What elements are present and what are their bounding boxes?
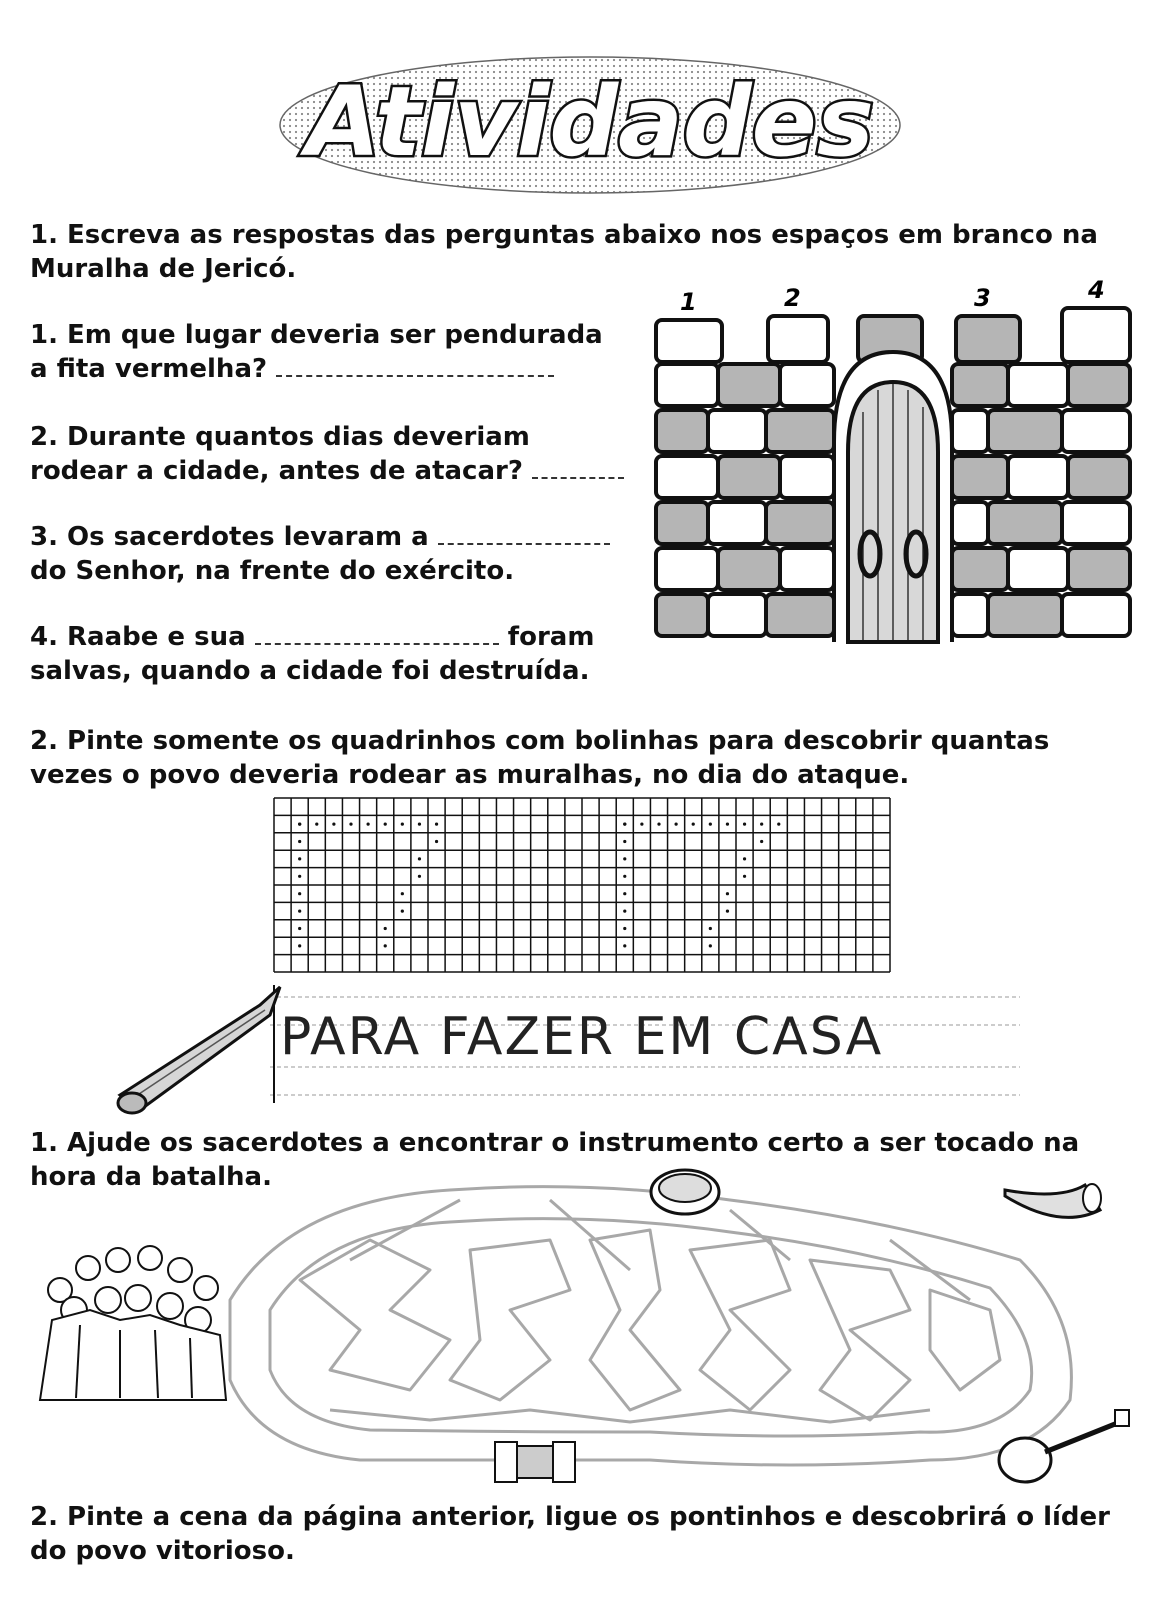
grid-dot (384, 944, 387, 947)
answer-blank-3[interactable] (438, 521, 610, 545)
accordion-icon (495, 1442, 575, 1482)
guitar-icon (999, 1410, 1129, 1482)
wall-brick (708, 502, 766, 544)
answer-blank-4[interactable] (255, 621, 499, 645)
grid-dot (623, 892, 626, 895)
question-2-line2: rodear a cidade, antes de atacar? (30, 456, 523, 486)
wall-brick (952, 548, 1008, 590)
tambourine-icon (651, 1170, 719, 1214)
grid-dot (623, 840, 626, 843)
wall-brick (718, 456, 780, 498)
grid-dot (298, 875, 301, 878)
wall-brick (780, 456, 834, 498)
question-1-line2: a fita vermelha? (30, 354, 268, 384)
grid-dot (384, 823, 387, 826)
wall-brick (952, 456, 1008, 498)
grid-dot (623, 927, 626, 930)
grid-dot (435, 840, 438, 843)
wall-brick (952, 364, 1008, 406)
wall-brick (766, 410, 834, 452)
grid-dot (743, 875, 746, 878)
wall-brick (780, 364, 834, 406)
wall-brick (952, 594, 988, 636)
home-banner (110, 985, 1030, 1125)
wall-brick (1062, 308, 1130, 362)
question-1-line1: 1. Em que lugar deveria ser pendurada (30, 320, 603, 350)
home-task-1: 1. Ajude os sacerdotes a encontrar o instrumento certo a ser tocado na hora da batalha. (30, 1128, 1080, 1192)
grid-dot (726, 823, 729, 826)
grid-dot (726, 892, 729, 895)
question-3 (30, 520, 640, 588)
wall-brick (656, 548, 718, 590)
wall-brick (1068, 548, 1130, 590)
wall-brick (768, 316, 828, 362)
jericho-wall (648, 272, 1138, 652)
grid-dot (760, 840, 763, 843)
wall-brick (952, 410, 988, 452)
wall-brick (656, 410, 708, 452)
grid-dot (298, 840, 301, 843)
grid-dot (692, 823, 695, 826)
grid-dot (777, 823, 780, 826)
wall-number-4: 4 (1088, 276, 1105, 304)
grid-dot (315, 823, 318, 826)
home-section-title: PARA FAZER EM CASA (280, 1007, 884, 1067)
horn-icon (1005, 1184, 1101, 1217)
wall-brick (1068, 456, 1130, 498)
grid-dot (298, 892, 301, 895)
grid-dot (623, 910, 626, 913)
priests-group-icon (40, 1246, 226, 1400)
wall-brick (952, 502, 988, 544)
wall-brick (956, 316, 1020, 362)
grid-dot (298, 944, 301, 947)
maze-drawing[interactable] (30, 1160, 1150, 1500)
wall-drawing (648, 272, 1138, 652)
home-task-2: 2. Pinte a cena da página anterior, ligue os pontinhos e descobrirá o líder do povo vitorioso. (30, 1502, 1111, 1566)
page-title: Atividades (306, 66, 874, 178)
wall-brick (1062, 410, 1130, 452)
grid-dot (298, 857, 301, 860)
maze-area (30, 1160, 1150, 1500)
title-ellipse (270, 40, 910, 200)
wall-brick (766, 594, 834, 636)
wall-brick (1008, 456, 1068, 498)
wall-brick (718, 548, 780, 590)
question-4-line1a: 4. Raabe e sua (30, 622, 246, 652)
grid-dot (418, 857, 421, 860)
grid-dot (332, 823, 335, 826)
grid-dot (418, 875, 421, 878)
answer-blank-1[interactable] (276, 353, 554, 377)
grid-dot (384, 927, 387, 930)
question-4-line2: salvas, quando a cidade foi destruída. (30, 656, 590, 686)
wall-brick (988, 410, 1062, 452)
grid-dot (401, 892, 404, 895)
wall-number-1: 1 (680, 288, 697, 316)
question-2-line1: 2. Durante quantos dias deveriam (30, 422, 530, 452)
pencil-icon (118, 987, 280, 1113)
activity2-instruction: 2. Pinte somente os quadrinhos com bolinhas para descobrir quantas vezes o povo deveria rodear as muralhas, no dia do ataque. (30, 726, 1050, 790)
wall-number-2: 2 (784, 284, 801, 312)
wall-brick (766, 502, 834, 544)
grid-dot (401, 910, 404, 913)
grid-dot (709, 927, 712, 930)
grid-dot (349, 823, 352, 826)
wall-brick (780, 548, 834, 590)
grid-dot (623, 875, 626, 878)
grid-dot (743, 857, 746, 860)
wall-brick (1068, 364, 1130, 406)
grid-dot (298, 823, 301, 826)
question-4 (30, 620, 640, 688)
wall-brick (656, 320, 722, 362)
dot-grid-drawing[interactable] (272, 796, 892, 974)
question-3-line1: 3. Os sacerdotes levaram a (30, 522, 429, 552)
wall-brick (656, 456, 718, 498)
grid-dot (709, 944, 712, 947)
wall-brick (1008, 364, 1068, 406)
wall-brick (1062, 502, 1130, 544)
grid-dot (298, 927, 301, 930)
grid-dot (743, 823, 746, 826)
answer-blank-2[interactable] (532, 455, 624, 479)
grid-dot (401, 823, 404, 826)
question-2 (30, 420, 640, 488)
wall-brick (1062, 594, 1130, 636)
maze-paths (230, 1187, 1071, 1465)
grid-dot (623, 857, 626, 860)
grid-dot (418, 823, 421, 826)
wall-brick (708, 594, 766, 636)
dot-grid (272, 796, 892, 974)
grid-dot (435, 823, 438, 826)
grid-dot (367, 823, 370, 826)
wall-number-3: 3 (974, 284, 991, 312)
wall-brick (708, 410, 766, 452)
grid-dot (623, 944, 626, 947)
activity1-intro: 1. Escreva as respostas das perguntas abaixo nos espaços em branco na Muralha de Jericó. (30, 220, 1098, 284)
question-1 (30, 318, 640, 386)
question-4-line1b: foram (507, 622, 595, 652)
wall-brick (656, 594, 708, 636)
grid-dot (709, 823, 712, 826)
grid-dot (726, 910, 729, 913)
grid-dot (640, 823, 643, 826)
wall-brick (1008, 548, 1068, 590)
wall-brick (656, 364, 718, 406)
title-banner (270, 40, 910, 200)
wall-brick (656, 502, 708, 544)
grid-dot (675, 823, 678, 826)
grid-dot (760, 823, 763, 826)
wall-brick (988, 594, 1062, 636)
question-3-line2: do Senhor, na frente do exército. (30, 556, 515, 586)
wall-brick (718, 364, 780, 406)
grid-dot (623, 823, 626, 826)
wall-brick (988, 502, 1062, 544)
grid-dot (298, 910, 301, 913)
grid-dot (657, 823, 660, 826)
